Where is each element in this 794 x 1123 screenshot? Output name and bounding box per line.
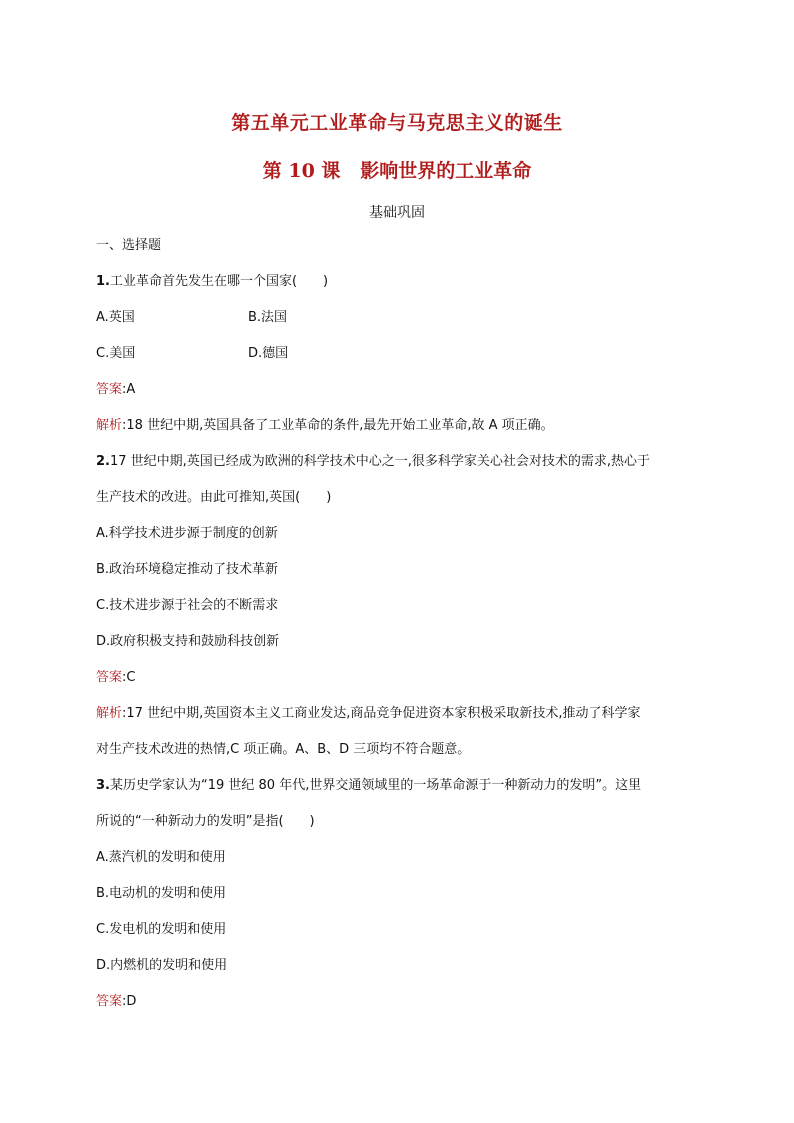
section-title: 基础巩固 — [369, 205, 425, 221]
part-heading: 一、选择题 — [96, 238, 162, 253]
answer-value: :A — [122, 382, 136, 397]
option-d: D.德国 — [248, 346, 289, 361]
option-d: D.内燃机的发明和使用 — [96, 958, 228, 973]
question-3-stem — [96, 777, 641, 795]
analysis-2 — [96, 705, 640, 723]
lesson-title: 第 10 课 影响世界的工业革命 — [262, 160, 532, 182]
analysis-label: 解析 — [96, 418, 123, 433]
answer-label: 答案 — [96, 382, 123, 397]
answer-label: 答案 — [96, 670, 123, 685]
analysis-1 — [96, 417, 554, 435]
answer-2 — [96, 669, 135, 687]
answer-value: :C — [122, 670, 136, 685]
option-a: A.科学技术进步源于制度的创新 — [96, 526, 278, 541]
analysis-text: :18 世纪中期,英国具备了工业革命的条件,最先开始工业革命,故 A 项正确。 — [122, 418, 554, 433]
answer-3 — [96, 993, 136, 1011]
question-2-stem — [96, 453, 650, 471]
option-a: A.蒸汽机的发明和使用 — [96, 850, 226, 865]
analysis-label: 解析 — [96, 706, 123, 721]
answer-1 — [96, 381, 135, 399]
question-text: 工业革命首先发生在哪一个国家( ) — [109, 274, 329, 289]
question-number: 2. — [96, 454, 110, 469]
option-c: C.技术进步源于社会的不断需求 — [96, 598, 279, 613]
question-1-stem — [96, 273, 328, 291]
answer-label: 答案 — [96, 994, 123, 1009]
option-c: C.发电机的发明和使用 — [96, 922, 227, 937]
question-3-stem-cont: 所说的“一种新动力的发明”是指( ) — [96, 814, 315, 829]
question-text: 17 世纪中期,英国已经成为欧洲的科学技术中心之一,很多科学家关心社会对技术的需求,热心于 — [109, 454, 651, 469]
option-a: A.英国 — [96, 310, 135, 325]
analysis-2-cont: 对生产技术改进的热情,C 项正确。A、B、D 三项均不符合题意。 — [96, 742, 471, 757]
option-d: D.政府积极支持和鼓励科技创新 — [96, 634, 280, 649]
unit-title: 第五单元工业革命与马克思主义的诞生 — [231, 112, 563, 134]
analysis-text: :17 世纪中期,英国资本主义工商业发达,商品竞争促进资本家积极采取新技术,推动了科学家 — [122, 706, 641, 721]
option-b: B.法国 — [248, 310, 288, 325]
question-2-stem-cont: 生产技术的改进。由此可推知,英国( ) — [96, 490, 332, 505]
answer-value: :D — [122, 994, 137, 1009]
option-b: B.政治环境稳定推动了技术革新 — [96, 562, 279, 577]
question-number: 3. — [96, 778, 110, 793]
question-text: 某历史学家认为“19 世纪 80 年代,世界交通领域里的一场革命源于一种新动力的发明”。这里 — [109, 778, 642, 793]
question-number: 1. — [96, 274, 110, 289]
option-b: B.电动机的发明和使用 — [96, 886, 227, 901]
option-c: C.美国 — [96, 346, 136, 361]
